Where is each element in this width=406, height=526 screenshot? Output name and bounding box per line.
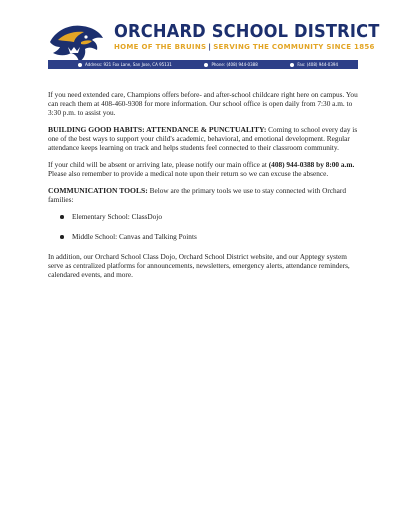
communication-paragraph <box>48 186 358 204</box>
attendance-paragraph <box>48 125 358 152</box>
address-text: Address: 921 Fox Lane, San Jose, CA 95131 <box>85 62 172 67</box>
absence-text-1: If your child will be absent or arriving late, please notify our main office at <box>48 160 269 169</box>
list-item: Middle School: Canvas and Talking Points <box>48 232 358 241</box>
list-item: Elementary School: ClassDojo <box>48 212 358 221</box>
phone-text: Phone: (408) 944-0388 <box>211 62 258 67</box>
closing-paragraph: In addition, our Orchard School Class Dojo, Orchard School District website, and our Apptegy system serve as centralized platforms for announcements, newsletters, emergency alerts, attendance reminders, calendared events, and more. <box>48 252 350 279</box>
fax-icon <box>290 63 294 67</box>
fax-text: Fax: (408) 944-0394 <box>297 62 338 67</box>
letter-body <box>48 90 358 287</box>
phone-icon <box>204 63 208 67</box>
address-item <box>78 62 172 67</box>
tagline-left: HOME OF THE BRUINS <box>114 43 207 51</box>
absence-phone: (408) 944-0388 by 8:00 a.m. <box>268 160 355 169</box>
absence-paragraph <box>48 160 358 178</box>
communication-heading: COMMUNICATION TOOLS: <box>48 186 148 195</box>
district-tagline <box>114 44 375 51</box>
district-name: ORCHARD SCHOOL DISTRICT <box>114 22 380 42</box>
phone-item <box>204 62 257 67</box>
tagline-separator: | <box>208 43 212 51</box>
childcare-paragraph: If you need extended care, Champions offers before- and after-school childcare right here on campus. You can reach them at 408-460-9308 for more information. Our school office is open daily from 7:30 a.m. to 3:30 p.m. to assist you. <box>48 90 358 117</box>
location-icon <box>78 63 82 67</box>
absence-text-2: Please also remember to provide a medical note upon their return so we can excuse the absence. <box>48 169 329 178</box>
communication-text: Below are the primary tools we use to stay connected with Orchard families: <box>48 186 346 204</box>
attendance-heading: BUILDING GOOD HABITS: ATTENDANCE & PUNCTUALITY: <box>48 125 267 134</box>
contact-bar <box>48 60 358 69</box>
tagline-right: SERVING THE COMMUNITY SINCE 1856 <box>213 43 375 51</box>
attendance-text: Coming to school every day is one of the best ways to support your child's academic, behavioral, and emotional development. Regular attendance keeps learning on track and helps students feel connected to their classroom community. <box>48 125 358 152</box>
fax-item <box>290 62 338 67</box>
tools-list <box>48 212 358 241</box>
